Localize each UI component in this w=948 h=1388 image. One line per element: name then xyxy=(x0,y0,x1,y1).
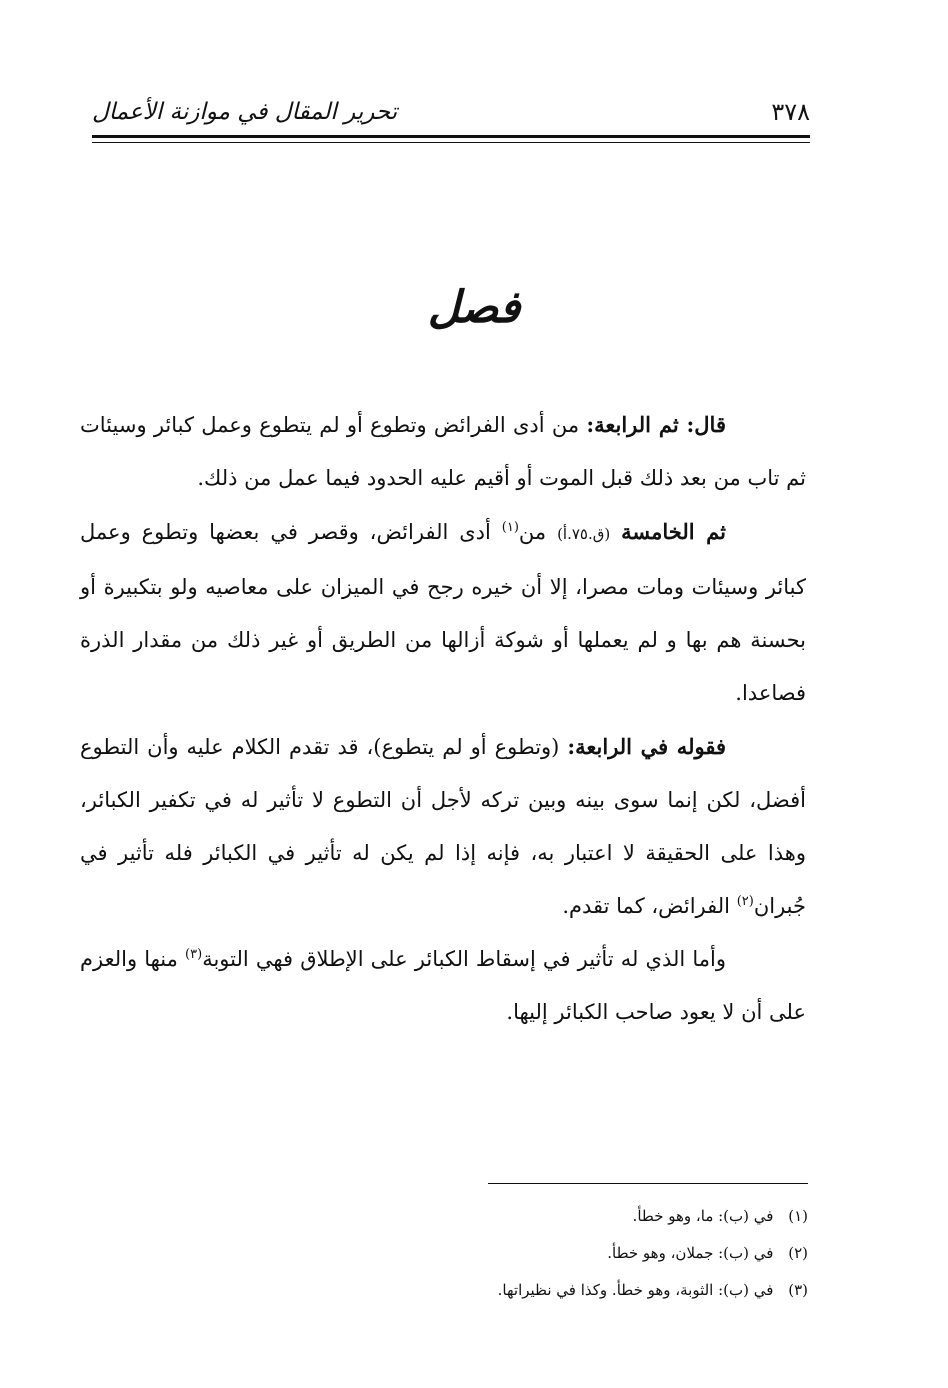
footnote-number: (١) xyxy=(788,1207,808,1225)
paragraph-text: الفرائض، كما تقدم. xyxy=(562,894,730,918)
footnote-marker[interactable]: (٣) xyxy=(185,947,203,962)
main-text xyxy=(80,398,806,1039)
paragraph-text-before-footnote: (وتطوع أو لم يتطوع)، قد تقدم الكلام عليه وأن التطوع أفضل، لكن إنما سوى بينه وبين تركه لأجل أن التطوع لا تأثير له في تكفير الكبائر، وهذا على الحقيقة لا اعتبار به، فإنه إذا لم يكن له تأثير في الكبائر فله تأثير في جُبران xyxy=(80,735,806,918)
paragraph-4 xyxy=(80,933,806,1039)
footnote-2 xyxy=(148,1235,808,1272)
footnote-1 xyxy=(148,1198,808,1235)
paragraph-text: منها والعزم على أن لا يعود صاحب الكبائر إليها. xyxy=(80,947,806,1024)
paragraph-3 xyxy=(80,720,806,933)
footnote-number: (٣) xyxy=(788,1281,808,1299)
header-rule-thick xyxy=(92,135,810,138)
footnote-separator xyxy=(488,1183,808,1184)
paragraph-lead: فقوله في الرابعة: xyxy=(567,734,726,759)
footnote-3 xyxy=(148,1272,808,1309)
paragraph-text: أدى الفرائض، وقصر في بعضها وتطوع وعمل كبائر وسيئات ومات مصرا، إلا أن خيره رجح في الميزان على معاصيه ولو بتكبيرة أو بحسنة هم بها و لم يعملها أو شوكة أزالها من الطريق أو غير ذلك من مقدار الذرة فصاعدا. xyxy=(80,520,806,705)
paragraph-2 xyxy=(80,505,806,720)
running-head xyxy=(92,96,810,136)
paragraph-1 xyxy=(80,398,806,505)
paragraph-lead: قال: ثم الرابعة: xyxy=(586,412,726,437)
paragraph-lead: ثم الخامسة xyxy=(621,519,726,544)
footnote-number: (٢) xyxy=(788,1244,808,1262)
footnote-text: في (ب): ما، وهو خطأ. xyxy=(632,1207,774,1225)
chapter-heading: فصل xyxy=(427,282,521,333)
footnote-text: في (ب): الثوبة، وهو خطأ. وكذا في نظيراتها. xyxy=(497,1281,774,1299)
footnote-marker[interactable]: (٢) xyxy=(736,894,754,909)
paragraph-text-before-footnote: وأما الذي له تأثير في إسقاط الكبائر على الإطلاق فهي التوبة xyxy=(202,947,726,971)
manuscript-reference: (ق.٧٥.أ) xyxy=(557,525,611,543)
header-rule-thin xyxy=(92,142,810,143)
footnotes xyxy=(148,1198,808,1309)
paragraph-text: من أدى الفرائض وتطوع أو لم يتطوع وعمل كبائر وسيئات ثم تاب من بعد ذلك قبل الموت أو أقيم عليه الحدود فيما عمل من ذلك. xyxy=(80,413,806,490)
footnote-marker[interactable]: (١) xyxy=(501,520,519,535)
page-number: ٣٧٨ xyxy=(771,98,810,126)
book-title: تحرير المقال في موازنة الأعمال xyxy=(92,99,398,125)
paragraph-text-before-footnote: من xyxy=(518,520,547,544)
footnote-text: في (ب): جملان، وهو خطأ. xyxy=(607,1244,774,1262)
